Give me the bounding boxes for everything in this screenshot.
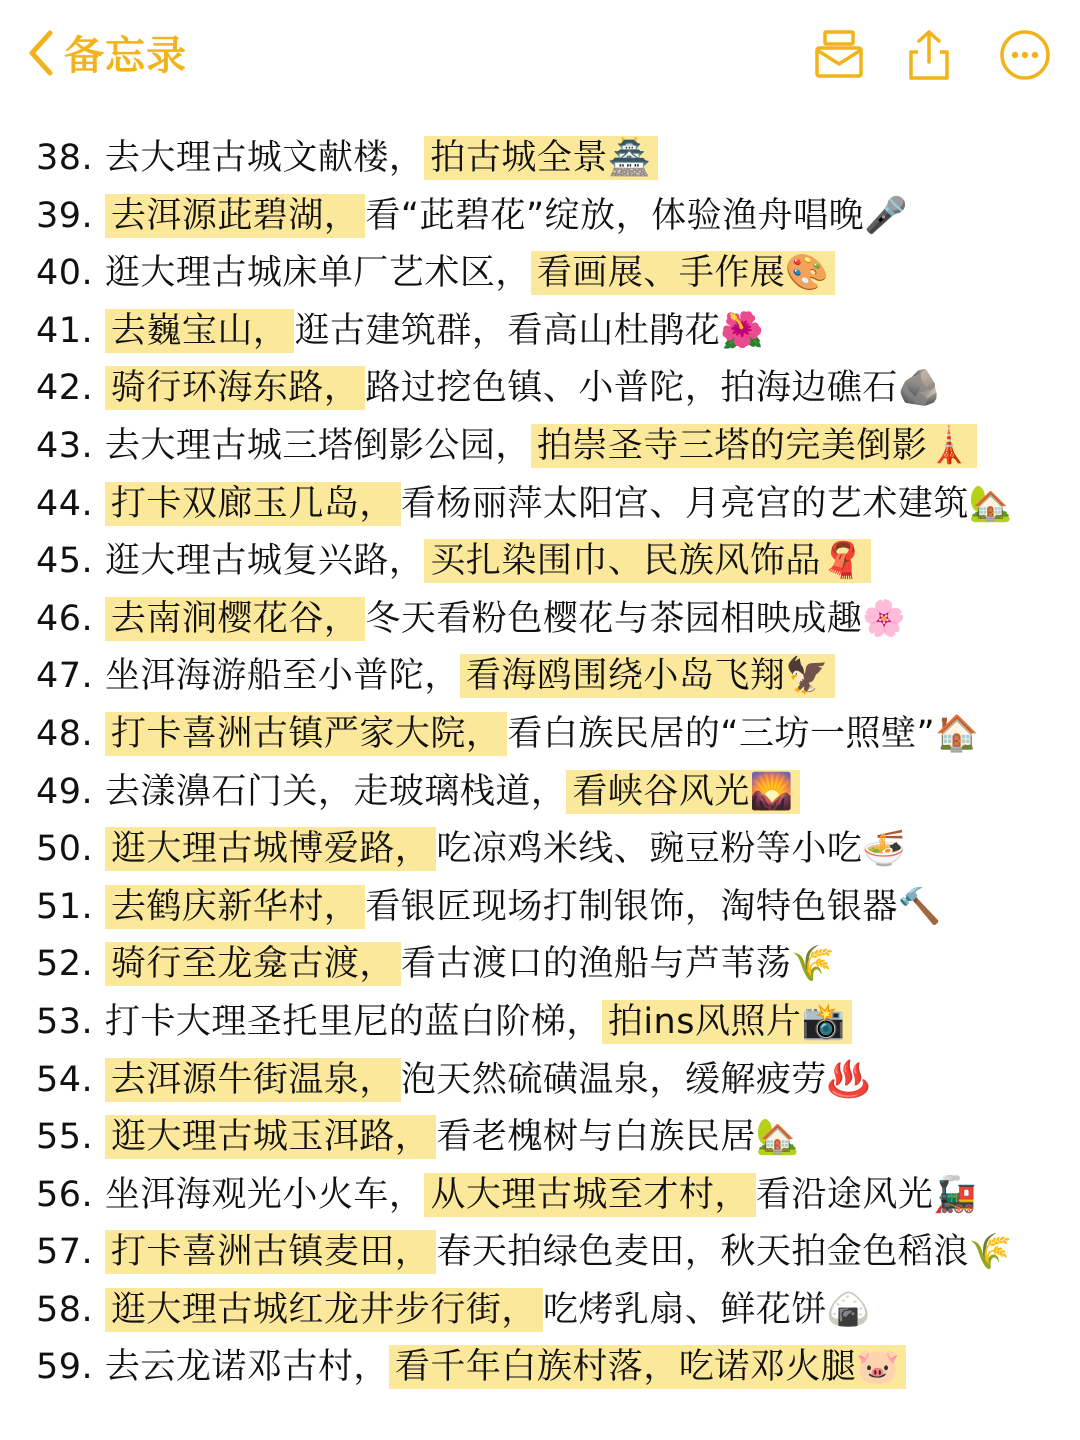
item-number: 48. <box>36 713 94 754</box>
item-text: 看古渡口的渔船与芦苇荡🌾 <box>400 944 836 985</box>
highlighted-text: 去南涧樱花谷， <box>105 597 366 641</box>
highlighted-text: 打卡双廊玉几岛， <box>105 482 401 526</box>
item-text: 看老槐树与白族民居🏡 <box>436 1117 800 1158</box>
item-text: 看杨丽萍太阳宫、月亮宫的艺术建筑🏡 <box>400 483 1013 524</box>
item-number: 50. <box>36 829 94 870</box>
item-text: 坐洱海游船至小普陀， <box>104 656 460 697</box>
highlighted-text: 看画展、手作展🎨 <box>531 251 836 295</box>
list-item <box>36 879 1066 937</box>
item-text: 冬天看粉色樱花与茶园相映成趣🌸 <box>365 598 907 639</box>
highlighted-text: 逛大理古城博爱路， <box>105 827 437 871</box>
highlighted-text: 打卡喜洲古镇严家大院， <box>105 712 508 756</box>
highlighted-text: 拍崇圣寺三塔的完美倒影🗼 <box>531 424 978 468</box>
highlighted-text: 逛大理古城玉洱路， <box>105 1115 437 1159</box>
item-text: 去漾濞石门关，走玻璃栈道， <box>104 771 567 812</box>
item-text: 逛古建筑群，看高山杜鹃花🌺 <box>294 310 765 351</box>
highlighted-text: 买扎染围巾、民族风饰品🧣 <box>424 539 871 583</box>
item-number: 41. <box>36 310 94 351</box>
item-text: 看银匠现场打制银饰，淘特色银器🔨 <box>365 886 942 927</box>
item-text: 坐洱海观光小火车， <box>104 1174 425 1215</box>
item-number: 57. <box>36 1232 94 1273</box>
highlighted-text: 拍古城全景🏯 <box>424 136 658 180</box>
list-item <box>36 821 1066 879</box>
item-number: 43. <box>36 425 94 466</box>
list-item <box>36 936 1066 994</box>
item-text: 逛大理古城床单厂艺术区， <box>104 253 531 294</box>
item-number: 56. <box>36 1174 94 1215</box>
list-item <box>36 1224 1066 1282</box>
item-text: 看白族民居的“三坊一照壁”🏠 <box>507 713 980 754</box>
item-text: 去云龙诺邓古村， <box>104 1347 389 1388</box>
highlighted-text: 拍ins风照片📸 <box>602 1000 852 1044</box>
item-number: 42. <box>36 368 94 409</box>
back-button[interactable] <box>26 24 187 81</box>
highlighted-text: 从大理古城至才村， <box>424 1173 756 1217</box>
item-text: 去大理古城文献楼， <box>104 138 425 178</box>
highlighted-text: 打卡喜洲古镇麦田， <box>105 1230 437 1274</box>
list-item <box>36 1052 1066 1110</box>
list-item <box>36 418 1066 476</box>
list-item <box>36 130 1066 188</box>
highlighted-text: 逛大理古城红龙井步行街， <box>105 1288 543 1332</box>
item-text: 逛大理古城复兴路， <box>104 541 425 582</box>
item-number: 38. <box>36 138 94 178</box>
list-item <box>36 1282 1066 1340</box>
item-number: 49. <box>36 771 94 812</box>
list-item <box>36 1167 1066 1225</box>
list-item <box>36 648 1066 706</box>
list-item <box>36 1109 1066 1167</box>
item-number: 55. <box>36 1117 94 1158</box>
item-number: 54. <box>36 1059 94 1100</box>
item-number: 44. <box>36 483 94 524</box>
highlighted-text: 去鹤庆新华村， <box>105 885 366 929</box>
list-item <box>36 245 1066 303</box>
share-icon[interactable] <box>902 28 956 82</box>
item-number: 40. <box>36 253 94 294</box>
more-icon[interactable] <box>998 28 1052 82</box>
highlighted-text: 看海鸥围绕小岛飞翔🦅 <box>460 654 836 698</box>
item-text: 路过挖色镇、小普陀，拍海边礁石🪨 <box>365 368 942 409</box>
list-item <box>36 1339 1066 1397</box>
list-item <box>36 764 1066 822</box>
item-number: 39. <box>36 195 94 236</box>
list-item <box>36 706 1066 764</box>
compose-icon[interactable] <box>812 28 866 82</box>
back-label: 备忘录 <box>64 33 187 79</box>
item-text: 看沿途风光🚂 <box>755 1174 978 1215</box>
item-text: 泡天然硫磺温泉，缓解疲劳♨️ <box>400 1059 871 1100</box>
highlighted-text: 去洱源牛街温泉， <box>105 1058 401 1102</box>
item-number: 59. <box>36 1347 94 1388</box>
item-text: 吃烤乳扇、鲜花饼🍙 <box>542 1289 871 1330</box>
item-text: 春天拍绿色麦田，秋天拍金色稻浪🌾 <box>436 1232 1013 1273</box>
highlighted-text: 骑行至龙龛古渡， <box>105 942 401 986</box>
navigation-bar <box>0 0 1080 120</box>
item-number: 51. <box>36 886 94 927</box>
item-text: 看“茈碧花”绽放，体验渔舟唱晚🎤 <box>365 195 909 236</box>
list-item <box>36 994 1066 1052</box>
list-item <box>36 476 1066 534</box>
list-item <box>36 591 1066 649</box>
item-text: 去大理古城三塔倒影公园， <box>104 425 531 466</box>
item-number: 46. <box>36 598 94 639</box>
note-body[interactable] <box>36 130 1066 1397</box>
highlighted-text: 看千年白族村落，吃诺邓火腿🐷 <box>389 1345 907 1389</box>
list-item <box>36 188 1066 246</box>
item-number: 52. <box>36 944 94 985</box>
item-text: 吃凉鸡米线、豌豆粉等小吃🍜 <box>436 829 907 870</box>
item-number: 47. <box>36 656 94 697</box>
chevron-left-icon <box>26 27 54 79</box>
list-item <box>36 303 1066 361</box>
list-item <box>36 360 1066 418</box>
list-item <box>36 533 1066 591</box>
item-number: 58. <box>36 1289 94 1330</box>
highlighted-text: 骑行环海东路， <box>105 366 366 410</box>
highlighted-text: 看峡谷风光🌄 <box>566 770 800 814</box>
highlighted-text: 去巍宝山， <box>105 309 295 353</box>
item-number: 53. <box>36 1001 94 1042</box>
highlighted-text: 去洱源茈碧湖， <box>105 194 366 238</box>
item-text: 打卡大理圣托里尼的蓝白阶梯， <box>104 1001 602 1042</box>
item-number: 45. <box>36 541 94 582</box>
